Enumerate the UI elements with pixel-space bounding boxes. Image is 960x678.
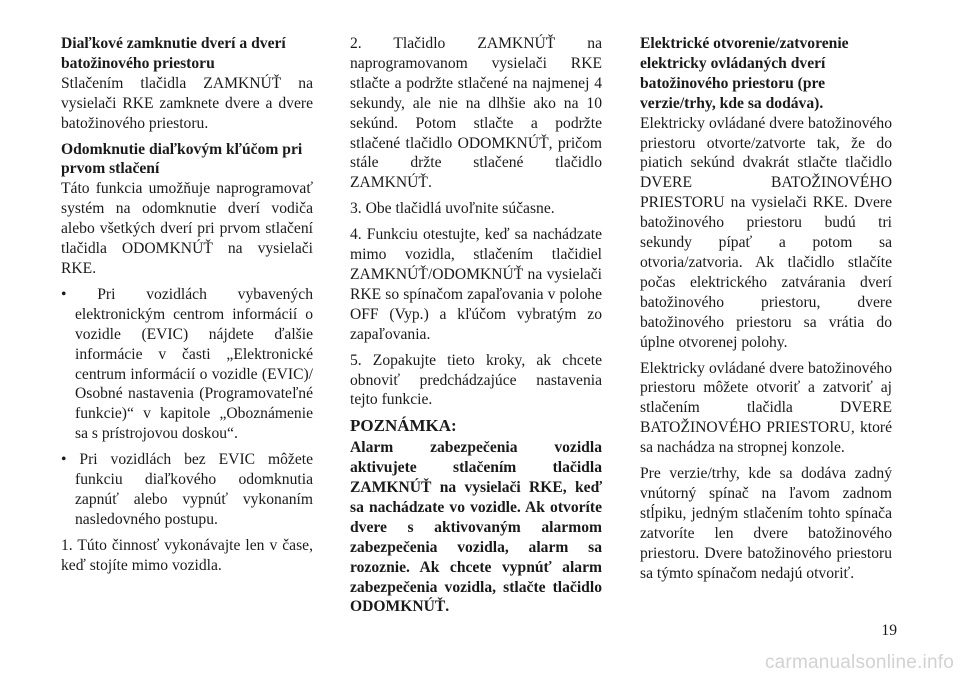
column-middle xyxy=(350,34,602,617)
step-3: 3. Obe tlačidlá uvoľnite súčasne. xyxy=(350,200,555,218)
bullet-evic: • Pri vozidlách vybavených elektronickým centrom informácií o vozidle (EVIC) nájdete ďalšie informácie v časti „Elektronické centrum informácií o vozidle (EVIC)/ Osobné nastavenia (Programovateľné funkcie)“ v kapitole „Oboznámenie sa s prístrojovou doskou“. xyxy=(61,285,313,443)
note-title: POZNÁMKA: xyxy=(350,416,457,436)
step-5: 5. Zopakujte tieto kroky, ak chcete obnoviť predchádzajúce nastavenia tejto funkcie. xyxy=(350,351,602,409)
column-right xyxy=(640,34,892,589)
page-number: 19 xyxy=(881,622,897,639)
paragraph-liftgate-rke: Elektricky ovládané dvere batožinového priestoru otvorte/zatvorte tak, že do piatich sekúnd dvakrát stlačte tlačidlo DVERE BATOŽINOVÉHO PRIESTORU na vysielači RKE. Dvere batožinového priestoru budú tri sekundy pípať a potom sa otvoria/zatvoria. Ak tlačidlo stlačíte počas elektrického zatvárania dverí batožinového priestoru, dvere batožinového priestoru sa vrátia do úplne otvorenej polohy. xyxy=(640,114,892,351)
step-1: 1. Túto činnosť vykonávajte len v čase, keď stojíte mimo vozidla. xyxy=(61,536,313,574)
paragraph-liftgate-rear-switch: Pre verzie/trhy, kde sa dodáva zadný vnútorný spínač na ľavom zadnom stĺpiku, jedným stlačením tohto spínača zatvoríte len dvere batožinového priestoru. Dvere batožinového priestoru sa týmto spínačom nedajú otvoriť. xyxy=(640,465,892,582)
step-4: 4. Funkciu otestujte, keď sa nachádzate mimo vozidla, stlačením tlačidiel ZAMKNÚŤ/ODOMKNÚŤ na vysielači RKE so spínačom zapaľovania v polohe OFF (Vyp.) a kľúčom vybratým zo zapaľovania. xyxy=(350,226,602,343)
step-2: 2. Tlačidlo ZAMKNÚŤ na naprogramovanom vysielači RKE stlačte a podržte stlačené na najmenej 4 sekundy, ale nie na dlhšie ako na 10 sekúnd. Potom stlačte a podržte stlačené tlačidlo ODOMKNÚŤ, pričom stále držte stlačené tlačidlo ZAMKNÚŤ. xyxy=(350,35,602,192)
heading-remote-lock: Diaľkové zamknutie dverí a dverí batožinového priestoru xyxy=(61,35,286,72)
paragraph-first-press-unlock: Táto funkcia umožňuje naprogramovať systém na odomknutie dverí vodiča alebo všetkých dverí pri prvom stlačení tlačidla ODOMKNÚŤ na vysielači RKE. xyxy=(61,180,313,277)
bullet-no-evic: • Pri vozidlách bez EVIC môžete funkciu diaľkového odomknutia zapnúť alebo vypnúť vykonaním nasledovného postupu. xyxy=(61,451,313,528)
heading-first-press-unlock: Odomknutie diaľkovým kľúčom pri prvom stlačení xyxy=(61,140,303,178)
paragraph-liftgate-console: Elektricky ovládané dvere batožinového priestoru môžete otvoriť a zatvoriť aj stlačením tlačidla DVERE BATOŽINOVÉHO PRIESTORU, ktoré sa nachádza na stropnej konzole. xyxy=(640,359,892,457)
note-body: Alarm zabezpečenia vozidla aktivujete stlačením tlačidla ZAMKNÚŤ na vysielači RKE, keď sa nachádzate vo vozidle. Ak otvoríte dvere s aktivovaným alarmom zabezpečenia vozidla, alarm sa rozoznie. Ak chcete vypnúť alarm zabezpečenia vozidla, stlačte tlačidlo ODOMKNÚŤ. xyxy=(350,439,602,616)
footer-watermark: carmanualsonline.info xyxy=(764,652,954,673)
paragraph-remote-lock: Stlačením tlačidla ZAMKNÚŤ na vysielači RKE zamknete dvere a dvere batožinového priestoru. xyxy=(61,74,313,132)
heading-power-liftgate: Elektrické otvorenie/zatvorenie elektricky ovládaných dverí batožinového priestoru (pre verzie/trhy, kde sa dodáva). xyxy=(640,35,849,112)
column-left xyxy=(61,34,313,582)
